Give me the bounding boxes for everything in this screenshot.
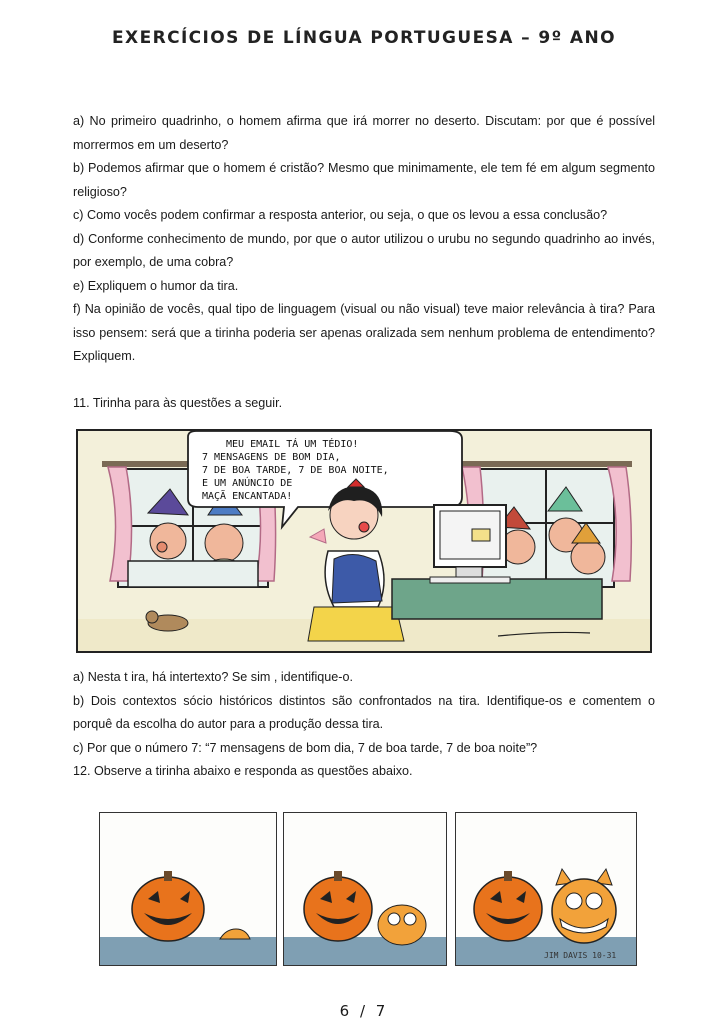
speech-line-2: 7 MENSAGENS DE BOM DIA, (202, 452, 341, 463)
comic-strip-snow-white (76, 429, 652, 653)
garfield-panel-2 (283, 812, 447, 966)
jack-o-lantern-3 (474, 871, 542, 941)
question-10d: d) Conforme conhecimento de mundo, por que o autor utilizou o urubu no segundo quadrinho ao invés, por exemplo, de uma cobra? (73, 231, 655, 269)
question-11a: a) Nesta t ira, há intertexto? Se sim , identifique-o. (73, 670, 353, 684)
speech-line-5: MAÇÃ ENCANTADA! (202, 491, 293, 502)
speech-line-1: MEU EMAIL TÁ UM TÉDIO! (226, 439, 359, 450)
questions-block-10 (73, 110, 655, 369)
question-10b: b) Podemos afirmar que o homem é cristão? Mesmo que minimamente, ele tem fé em algum segmento religioso? (73, 161, 655, 199)
garfield-panel-3 (455, 812, 637, 966)
garfield-ears-peeking (220, 929, 250, 939)
jack-o-lantern-1 (132, 871, 204, 941)
jack-o-lantern-2 (304, 871, 372, 941)
page-number: 6 / 7 (339, 1002, 389, 1020)
question-10e: e) Expliquem o humor da tira. (73, 278, 239, 293)
speech-line-4: E UM ANÚNCIO DE (202, 478, 293, 489)
question-10f: f) Na opinião de vocês, qual tipo de linguagem (visual ou não visual) teve maior relevância à tira? Para isso pensem: será que a tirinha poderia ser apenas oralizada sem nenhum problema de entendimento? Expliquem. (73, 302, 655, 363)
comic-signature: JIM DAVIS 10-31 (544, 951, 617, 960)
question-10c: c) Como vocês podem confirmar a resposta anterior, ou seja, o que os levou a essa conclusão? (73, 208, 608, 222)
speech-line-3: 7 DE BOA TARDE, 7 DE BOA NOITE, (202, 465, 389, 476)
garfield-panel-1 (99, 812, 277, 966)
question-11-heading-wrap (73, 392, 655, 416)
comic-illustration (78, 431, 650, 651)
questions-block-11 (73, 666, 655, 784)
garfield-grinning (552, 869, 616, 943)
garfield-half-face (378, 905, 426, 945)
question-10a: a) No primeiro quadrinho, o homem afirma que irá morrer no deserto. Discutam: por que é possível morrermos em um deserto? (73, 114, 655, 152)
question-11c: c) Por que o número 7: “7 mensagens de bom dia, 7 de boa tarde, 7 de boa noite”? (73, 740, 538, 755)
page-header-title: EXERCÍCIOS DE LÍNGUA PORTUGUESA – 9º ANO (112, 28, 616, 48)
question-11-heading: 11. Tirinha para às questões a seguir. (73, 396, 283, 410)
comic-strip-garfield (99, 812, 639, 972)
question-12-heading: 12. Observe a tirinha abaixo e responda as questões abaixo. (73, 764, 413, 778)
question-11b: b) Dois contextos sócio históricos distintos são confrontados na tira. Identifique-os e comentem o porquê da escolha do autor para a produção dessa tira. (73, 693, 655, 731)
